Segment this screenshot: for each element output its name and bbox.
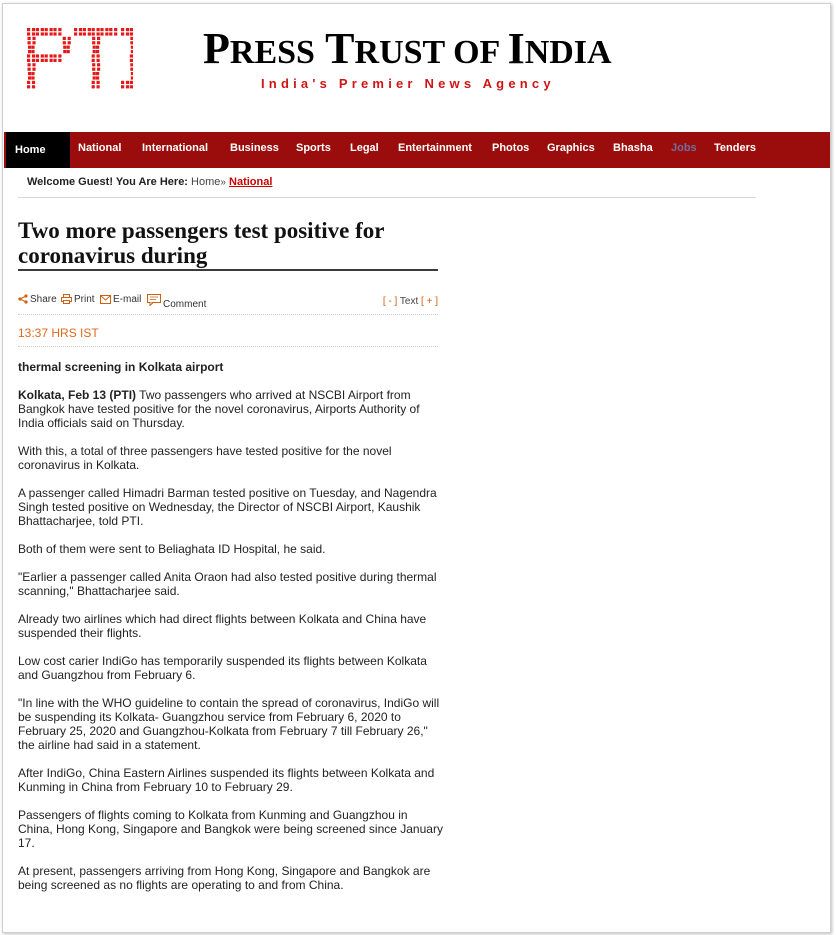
article-paragraph: At present, passengers arriving from Hong Kong, Singapore and Bangkok are being screened as no flights are operating to and from China.: [18, 864, 431, 892]
text-size-label: Text: [399, 296, 419, 307]
breadcrumb: [18, 172, 756, 198]
article-paragraph: Kolkata, Feb 13 (PTI) Two passengers who arrived at NSCBI Airport from Bangkok have tested positive for the novel coronavirus, Airports Authority of India officials said on Thursday.: [18, 388, 420, 430]
breadcrumb-current-link[interactable]: National: [229, 176, 273, 188]
nav-national[interactable]: National: [78, 142, 122, 154]
nav-home[interactable]: Home: [6, 132, 70, 168]
article-toolbar: [18, 292, 438, 315]
page-frame: [2, 3, 831, 933]
email-button[interactable]: E-mail: [100, 294, 141, 305]
masthead: [203, 26, 683, 91]
print-icon: [61, 294, 72, 304]
article-paragraph: Both of them were sent to Beliaghata ID Hospital, he said.: [18, 542, 326, 556]
nav-tenders[interactable]: Tenders: [714, 142, 756, 154]
nav-legal[interactable]: Legal: [350, 142, 379, 154]
email-icon: [100, 295, 111, 304]
nav-business[interactable]: Business: [230, 142, 279, 154]
text-increase-button[interactable]: [ + ]: [421, 296, 438, 307]
share-button[interactable]: Share: [18, 294, 57, 305]
article-paragraph: A passenger called Himadri Barman tested positive on Tuesday, and Nagendra Singh tested positive on Wednesday, the Director of NSCBI Airport, Kaushik Bhattacharjee, told PTI.: [18, 486, 437, 528]
share-icon: [18, 294, 28, 304]
nav-sports[interactable]: Sports: [296, 142, 331, 154]
breadcrumb-home-link[interactable]: Home: [191, 176, 221, 188]
article-paragraph: "In line with the WHO guideline to contain the spread of coronavirus, IndiGo will be suspending its Kolkata- Guangzhou service from February 6, 2020 to February 25, 2020 and Guangzhou-Kolkata from February 7 till February 26," the airline had said in a statement.: [18, 696, 440, 752]
nav-bhasha[interactable]: Bhasha: [613, 142, 653, 154]
pti-logo[interactable]: [25, 26, 133, 92]
comment-button[interactable]: Comment: [147, 294, 206, 307]
article-paragraph: "Earlier a passenger called Anita Oraon had also tested positive during thermal scanning," Bhattacharjee said.: [18, 570, 437, 598]
article-paragraph: With this, a total of three passengers have tested positive for the novel coronavirus in Kolkata.: [18, 444, 392, 472]
main-nav: [4, 132, 831, 168]
welcome-text: Welcome Guest! You Are Here:: [27, 176, 188, 188]
article-paragraph: Passengers of flights coming to Kolkata from Kunming and Guangzhou in China, Hong Kong, Singapore and Bangkok were being screened since January 17.: [18, 808, 443, 850]
article-paragraph: Low cost carier IndiGo has temporarily suspended its flights between Kolkata and Guangzhou from February 6.: [18, 654, 427, 682]
bottom-divider: [18, 932, 756, 933]
print-button[interactable]: Print: [61, 294, 95, 305]
article-dateline: Kolkata, Feb 13 (PTI): [18, 388, 137, 402]
breadcrumb-separator: »: [220, 177, 226, 188]
nav-international[interactable]: International: [142, 142, 209, 154]
article-time: 13:37 HRS IST: [18, 326, 438, 347]
nav-photos[interactable]: Photos: [492, 142, 530, 154]
nav-jobs[interactable]: Jobs: [671, 142, 697, 154]
article-paragraph: Already two airlines which had direct flights between Kolkata and China have suspended their flights.: [18, 612, 427, 640]
nav-graphics[interactable]: Graphics: [547, 142, 595, 154]
site-tagline: India's Premier News Agency: [261, 76, 555, 91]
article-paragraph: After IndiGo, China Eastern Airlines suspended its flights between Kolkata and Kunming in China from February 10 to February 29.: [18, 766, 435, 794]
text-size-control: [383, 296, 438, 307]
comment-icon: [147, 294, 161, 306]
article-headline: Two more passengers test positive for coronavirus during: [18, 218, 438, 271]
nav-entertainment[interactable]: Entertainment: [398, 142, 472, 154]
article-body: [18, 388, 443, 906]
site-title[interactable]: PRESS TRUST OF INDIA: [203, 24, 612, 73]
article-subhead: thermal screening in Kolkata airport: [18, 360, 224, 374]
text-decrease-button[interactable]: [ - ]: [382, 296, 398, 307]
